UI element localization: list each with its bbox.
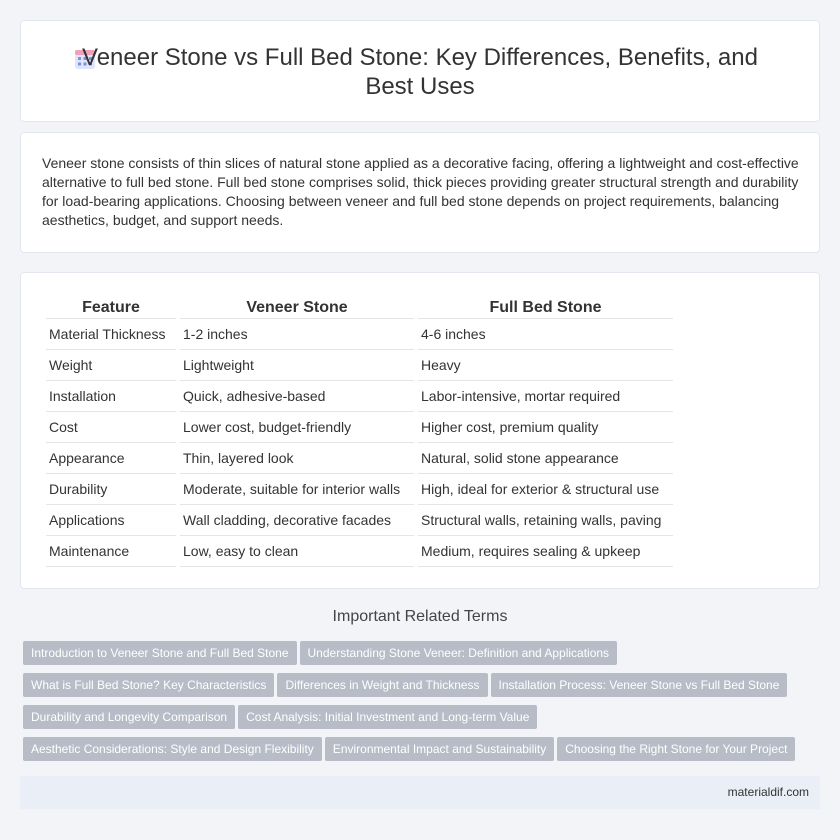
related-term-link[interactable]: Introduction to Veneer Stone and Full Bed Stone: [23, 641, 297, 665]
related-term-link[interactable]: Durability and Longevity Comparison: [23, 705, 235, 729]
cell-feature: Installation: [46, 381, 176, 412]
tag-row: [23, 673, 823, 705]
table-row: [46, 505, 673, 536]
intro-card: [20, 132, 820, 253]
cell-feature: Appearance: [46, 443, 176, 474]
cell-full-bed: Heavy: [418, 350, 673, 381]
cell-full-bed: Structural walls, retaining walls, paving: [418, 505, 673, 536]
page-title: Veneer Stone vs Full Bed Stone: Key Differences, Benefits, and Best Uses: [82, 44, 758, 100]
related-term-link[interactable]: Cost Analysis: Initial Investment and Long-term Value: [238, 705, 537, 729]
cell-veneer: Wall cladding, decorative facades: [180, 505, 414, 536]
cell-full-bed: Medium, requires sealing & upkeep: [418, 536, 673, 567]
cell-veneer: Lightweight: [180, 350, 414, 381]
header-feature: Feature: [46, 295, 176, 319]
cell-veneer: Quick, adhesive-based: [180, 381, 414, 412]
table-row: [46, 536, 673, 567]
related-term-link[interactable]: Choosing the Right Stone for Your Project: [557, 737, 795, 761]
related-term-link[interactable]: What is Full Bed Stone? Key Characteristics: [23, 673, 274, 697]
tag-row: [23, 641, 823, 673]
cell-veneer: Moderate, suitable for interior walls: [180, 474, 414, 505]
comparison-card: [20, 272, 820, 589]
cell-veneer: Lower cost, budget-friendly: [180, 412, 414, 443]
tag-row: [23, 705, 823, 737]
table-row: [46, 443, 673, 474]
cell-veneer: Low, easy to clean: [180, 536, 414, 567]
tag-row: [23, 737, 823, 769]
table-row: [46, 474, 673, 505]
cell-feature: Applications: [46, 505, 176, 536]
related-term-link[interactable]: Environmental Impact and Sustainability: [325, 737, 554, 761]
cell-feature: Material Thickness: [46, 319, 176, 350]
comparison-table: [42, 295, 677, 567]
header-veneer-stone: Veneer Stone: [180, 295, 414, 319]
table-row: [46, 381, 673, 412]
cell-full-bed: Natural, solid stone appearance: [418, 443, 673, 474]
cell-full-bed: 4-6 inches: [418, 319, 673, 350]
related-term-link[interactable]: Differences in Weight and Thickness: [277, 673, 487, 697]
footer: [20, 776, 820, 809]
related-term-link[interactable]: Understanding Stone Veneer: Definition and Applications: [300, 641, 618, 665]
related-terms-title: Important Related Terms: [332, 608, 508, 625]
table-row: [46, 350, 673, 381]
cell-feature: Cost: [46, 412, 176, 443]
cell-feature: Weight: [46, 350, 176, 381]
cell-veneer: Thin, layered look: [180, 443, 414, 474]
table-row: [46, 319, 673, 350]
related-terms-list: [23, 641, 823, 769]
header-full-bed-stone: Full Bed Stone: [418, 295, 673, 319]
cell-veneer: 1-2 inches: [180, 319, 414, 350]
cell-feature: Maintenance: [46, 536, 176, 567]
table-header-row: [46, 295, 673, 319]
intro-paragraph: Veneer stone consists of thin slices of natural stone applied as a decorative facing, offering a lightweight and cost-effective alternative to full bed stone. Full bed stone comprises solid, thick pieces providing greater structural strength and durability for load-bearing applications. Choosing between veneer and full bed stone depends on project requirements, balancing aesthetics, budget, and support needs.: [42, 155, 799, 228]
cell-feature: Durability: [46, 474, 176, 505]
table-row: [46, 412, 673, 443]
cell-full-bed: High, ideal for exterior & structural use: [418, 474, 673, 505]
cell-full-bed: Higher cost, premium quality: [418, 412, 673, 443]
cell-full-bed: Labor-intensive, mortar required: [418, 381, 673, 412]
site-name[interactable]: materialdif.com: [727, 785, 809, 799]
related-term-link[interactable]: Installation Process: Veneer Stone vs Full Bed Stone: [491, 673, 788, 697]
related-term-link[interactable]: Aesthetic Considerations: Style and Design Flexibility: [23, 737, 322, 761]
header-card: [20, 20, 820, 122]
